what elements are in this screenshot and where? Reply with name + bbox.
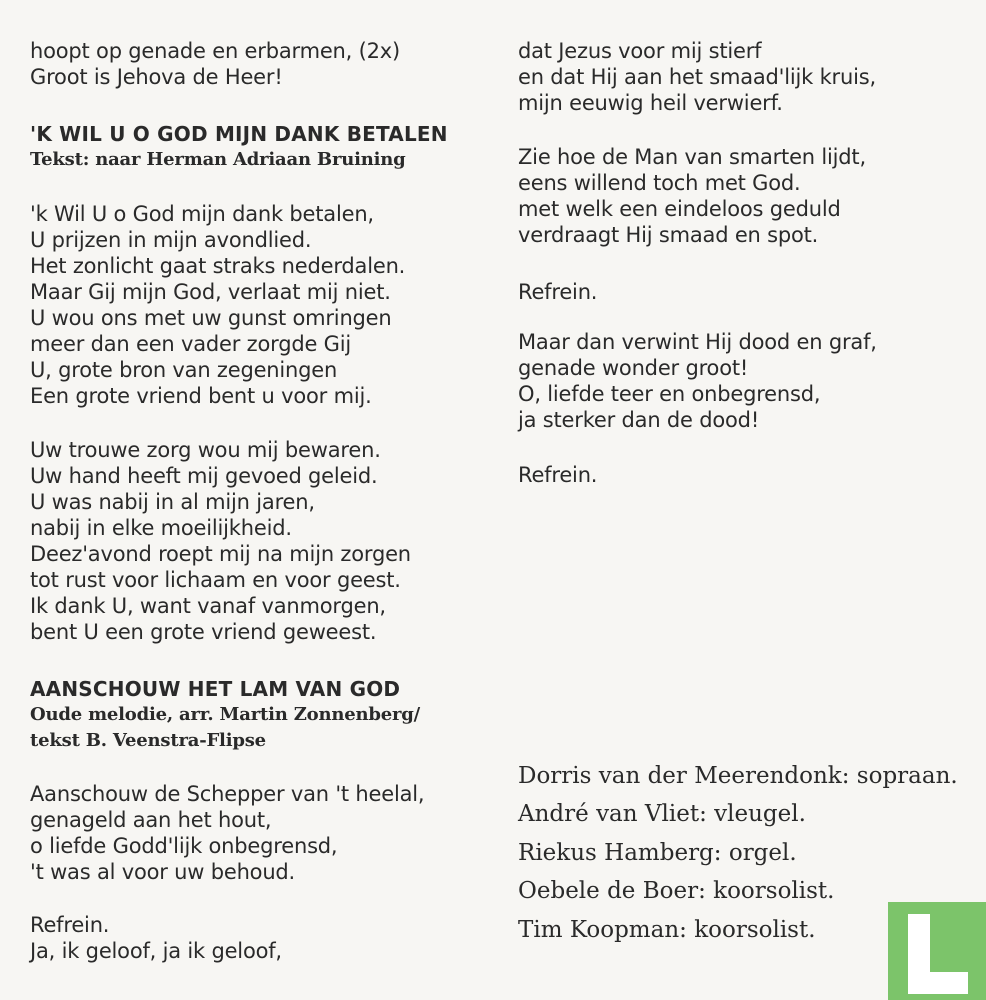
lyric-line: U was nabij in al mijn jaren, (30, 490, 315, 514)
lyric-line: Aanschouw de Schepper van 't heelal, (30, 782, 425, 806)
credit-line: André van Vliet: vleugel. (518, 801, 806, 827)
lyric-line: Ja, ik geloof, ja ik geloof, (30, 939, 282, 963)
lyric-line: o liefde Godd'lijk onbegrensd, (30, 834, 338, 858)
credit-line: Riekus Hamberg: orgel. (518, 840, 797, 866)
lyric-line: U prijzen in mijn avondlied. (30, 228, 312, 252)
lyric-line: tot rust voor lichaam en voor geest. (30, 568, 401, 592)
lyric-line: bent U een grote vriend geweest. (30, 620, 377, 644)
song-subtitle: Tekst: naar Herman Adriaan Bruining (30, 149, 406, 170)
lyric-line: genageld aan het hout, (30, 808, 272, 832)
lyric-line: Maar dan verwint Hij dood en graf, (518, 330, 877, 354)
lyric-line: meer dan een vader zorgde Gij (30, 332, 352, 356)
lyric-line: Maar Gij mijn God, verlaat mij niet. (30, 280, 391, 304)
lyric-line: U wou ons met uw gunst omringen (30, 306, 392, 330)
refrain-label: Refrein. (518, 280, 598, 304)
lyric-line: Het zonlicht gaat straks nederdalen. (30, 254, 406, 278)
lyric-line: mijn eeuwig heil verwierf. (518, 91, 783, 115)
lyric-line: 't was al voor uw behoud. (30, 860, 296, 884)
lyric-line: Ik dank U, want vanaf vanmorgen, (30, 594, 386, 618)
letter-l-mark (908, 914, 972, 994)
lyric-line: O, liefde teer en onbegrensd, (518, 382, 821, 406)
corner-logo-icon (888, 902, 986, 1000)
lyric-line: verdraagt Hij smaad en spot. (518, 223, 819, 247)
song-subtitle: tekst B. Veenstra-Flipse (30, 730, 266, 751)
song-title: 'K WIL U O GOD MIJN DANK BETALEN (30, 122, 448, 146)
song-title: AANSCHOUW HET LAM VAN GOD (30, 677, 401, 701)
lyric-line: U, grote bron van zegeningen (30, 358, 338, 382)
lyric-line: Groot is Jehova de Heer! (30, 65, 283, 89)
lyric-line: Zie hoe de Man van smarten lijdt, (518, 145, 866, 169)
credit-line: Tim Koopman: koorsolist. (518, 917, 816, 943)
lyric-line: ja sterker dan de dood! (518, 408, 760, 432)
lyric-line: hoopt op genade en erbarmen, (2x) (30, 39, 400, 63)
lyric-line: dat Jezus voor mij stierf (518, 39, 762, 63)
credit-line: Dorris van der Meerendonk: sopraan. (518, 763, 958, 789)
credit-line: Oebele de Boer: koorsolist. (518, 878, 835, 904)
lyric-line: Een grote vriend bent u voor mij. (30, 384, 372, 408)
lyric-line: Deez'avond roept mij na mijn zorgen (30, 542, 411, 566)
song-subtitle: Oude melodie, arr. Martin Zonnenberg/ (30, 704, 421, 725)
lyric-line: eens willend toch met God. (518, 171, 801, 195)
lyric-line: 'k Wil U o God mijn dank betalen, (30, 202, 374, 226)
lyric-line: Uw hand heeft mij gevoed geleid. (30, 464, 378, 488)
refrain-label: Refrein. (30, 913, 110, 937)
lyric-line: met welk een eindeloos geduld (518, 197, 841, 221)
lyric-line: nabij in elke moeilijkheid. (30, 516, 292, 540)
lyric-line: Uw trouwe zorg wou mij bewaren. (30, 438, 381, 462)
lyric-line: en dat Hij aan het smaad'lijk kruis, (518, 65, 876, 89)
lyric-line: genade wonder groot! (518, 356, 749, 380)
refrain-label: Refrein. (518, 463, 598, 487)
